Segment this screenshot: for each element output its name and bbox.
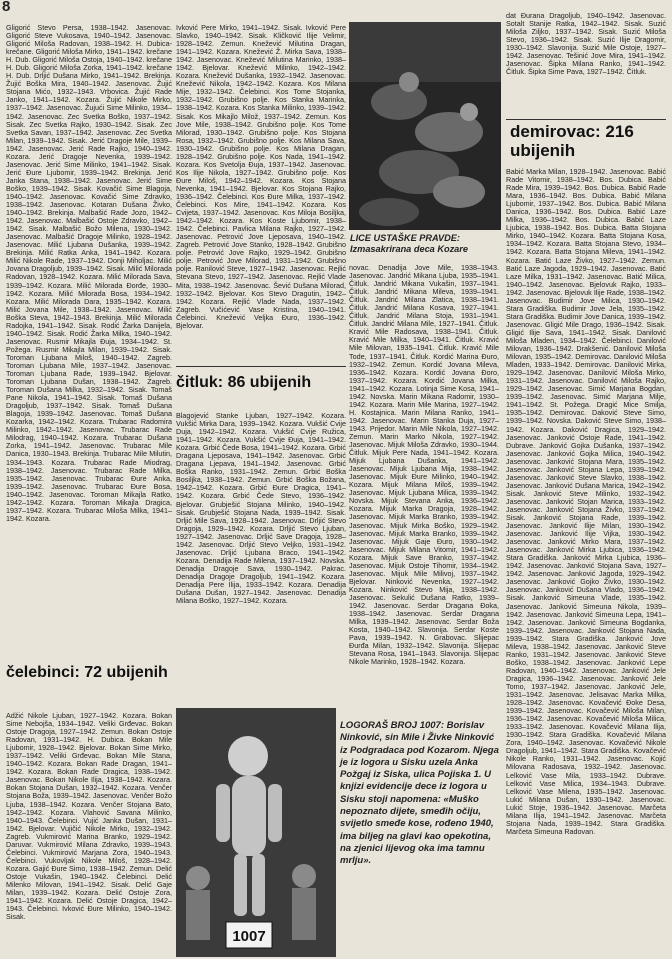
massacred-children-photo [349, 22, 501, 230]
column-2-bottom [176, 412, 346, 697]
victim-list: Gligorić Stevo Persa, 1938–1942. Jasenovac. Gligorić Steve Vukosava, 1940–1942. Jasenovac. Gligorić Miloša Radovan, 1938–1942. H. Dubica-krečane. Gligorić Miloša Mirko, 1941–1942. krečane H. Dub. Gligorić Miloša Ostoja, 1940–1942. krečane H. Dub. Gligorić Miloša Zorka, 1941–1942. krečane H. Dub. Drljić Dušana Mirko, 1941–1942. Brekinja. Žujić Boška Mira, 1940–1942. Jasenovac. Žujić Stojana Mićo, 1932–1943. Vrbovica. Žujić Rade Janko, 1941–1942. Kozara. Žujić Nikole Mirko, 1937–1942. Jasenovac. Žujući Sime Milinko, 1934–1942. Jasenovac. Zec Svetka Boško, 1937–1942. Sisak. Zec Svetka Rajko, 1930–1942. Sisak. Zec Svetka Savan, 1937–1942. Jasenovac. Zec Svetka Milan, 1939–1942. Sisak. Jerić Dragoje Mile, 1939–1942. Jasenovac. Jerić Rade Rajko, 1940–1942. Kozara. Jerić Dragoje Nevenka, 1939–1942. Jasenovac. Jerić Sime Milinko, 1941–1942. Sisak. Jerić Đure Ljubomir, 1939–1942. Brekinja. Jerić Janka Stana, 1938–1942. Jasenovac. Jerić Sime Boško, 1939–1942. Sisak. Kovačić Sime Blagoja, 1940–1942. Jasenovac. Kovačić Sime Zdravko, 1938–1942. Jasenovac. Kotaran Dušana Živko, 1940–1942. Brekinja. Malbašić Rade Jozo, 1942–1942. Jasenovac. Malbašić Ostoje Zdravko, 1942–1942. Sisak. Malbašić Božo Milena, 1930–1942. Jasenovac. Malbašić Dragoje Milinko, 1928–1942. Jasenovac. Milić Ljubana Dušanka, 1939–1942. Brekinja. Milić Ratka Anka, 1941–1942. Kozara. Milić Nikole Rade, 1937–1942. Donji Miholjac. Milić Jovana Dragoljub, 1939–1942. Sisak. Milić Milorada Radovan, 1928–1942. Kozara. Milić Milorada Sava, 1939–1942. Kozara. Milić Milorada Đorđe, 1930–1942. Kozara. Milić Milorada Bosa, 1934–1942. Kozara. Milić Milorada Dara, 1935–1942. Kozara. Milić Jovana Mile, 1938–1942. Jasenovac. Milić Boška Steva, 1942–1943. Brekinja. Milić Milorada Radojka, 1941–1942. Sisak. Rodić Žarka Danijela, 1940–1942. Sisak. Rodić Žarka Milka, 1940–1942. Jasenovac. Rusmir Mikajla Đuja, 1934–1942. St. Požega. Rusmir Mikajla Milan, 1939–1942. Sisak. Toroman Ljubana Miloš, 1940–1942. Zagreb. Toroman Ljubana Mile, 1937–1942. Jasenovac. Toroman Ljubana Rade, 1939–1942. Bjelovar. Toroman Ljubana Dušan, 1938–1942. Zagreb. Toroman Dušana Milka, 1932–1942. Sisak. Tomaš Pane Nikola, 1941–1942. Sisak. Tomaš Dušana Dragoljub, 1937–1942. Sisak. Tomaš Dušana Blagoja, 1939–1942. Jasenovac. Tomaš Dušana Kozarka, 1942–1942. Kozara. Trubarac Radomira Milinko, 1942–1942. Jasenovac. Trubarac Rade Milodrag, 1940–1942. Kozara. Trubarac Dušana Zorka, 1941–1942. Jasenovac. Trubarac Mile Danica, 1930–1943. Brekinja. Trubarac Mile Milutin, 1934–1943. Kozara. Trubarac Rade Miodrag, 1938–1942. Jasenovac. Trubarac Rade Milka, 1935–1942. Jasenovac. Trubarac Đure Anka, 1939–1942. Jasenovac. Trubarac Đure Bosa, 1940–1942. Jasenovac. Toroman Mikajla Ratko, 1942–1942. Kozara. Toroman Mikajla Dragica, 1937–1942. Kozara. Trubarac Miloša Milka, 1941–1942. Kozara. [6, 24, 172, 523]
victim-list: dat Đurana Dragoljub, 1940–1942. Jasenovac. Sotalt Stanije Ratka, 1942–1942. Sisak. Suzić Miloša Ziljko, 1937–1942. Sisak. Suzić Miloša Stevo, 1936–1942. Sisak. Suzić Ilije Dragomir, 1930–1942. Slavonija. Suzić Mile Ostoje, 1927–1942. Jasenovac. Tešinić Jove Mira, 1941–1942. Jasenovac. Šipka Milana Ranko, 1941–1942. Čitluk. Šipka Sime Pava, 1927–1942. Čitluk. [506, 12, 666, 77]
column-3 [349, 264, 499, 716]
victim-list: Adžić Nikole Ljuban, 1927–1942. Kozara. Bokan Sime Nebojša, 1934–1942. Veliki Grđevac. Bokan Ostoje Dragoja, 1927–1942. Zemun. Bokan Ostoje Radovan, 1931–1942. H. Dubica. Bokan Mile Ljubomir, 1928–1942. Bjelovar. Bokan Sime Mirko, 1937–1942. Veliki Grđevac. Bokan Mile Stana, 1940–1942. Kozara. Bokan Rade Dragan, 1941–1942. Kozara. Bokan Rade Dragica, 1938–1942. Jasenovac. Bokan Nikole Ilija, 1938–1942. Kozara. Bokan Stojana Dušan, 1932–1942. Kozara. Venčer Stojana Boža, 1939–1942. Jasenovac. Venčer Božo Ljuba, 1938–1942. Kozara. Venčer Stojana Bato, 1942–1942. Kozara. Vlahović Savana Milinko, 1940–1943. Čelebinci. Vujić Janka Dušan, 1931–1942. Bjelovar. Vujičić Nikole Mirko, 1932–1942. Zagreb. Vukmirović Marina Branko, 1929–1942. Daruvar. Vukmirović Milana Zdravko, 1939–1943. Čelebinci. Vukmirović Marjana Zora, 1940–1943. Čelebinci. Vukovljak Nikole Miloš, 1928–1942. Kozara. Gajić Đure Simo, 1938–1942. Zemun. Delić Ostoje Vukašin, 1940–1942. Čelebinci. Delić Milenko Milovan, 1941–1942. Sisak. Delić Gaje Milan, 1939–1942. Kozara. Delić Ostoje Zora, 1941–1942. Kozara. Delić Ostoje Dragica, 1942–1943. Čelebinci. Ivković Đure Milinko, 1940–1942. Sisak. [6, 712, 172, 922]
victim-list: Babić Marka Milan, 1928–1942. Jasenovac. Babić Rade Vitomir, 1938–1942. Bos. Dubica. Babić Rade Mira, 1939–1942. Bos. Dubica. Babić Rade Mara, 1936–1942. Bos. Dubica. Babić Milana Ljubomir, 1937–1942. Bos. Dubica. Babić Milana Danica, 1936–1942. Bos. Dubica. Babić Laze Milka, 1936–1942. Bos. Dubica. Babić Laze Ljubica, 1938–1942. Bos. Dubica. Batta Stojana Mirko, 1940–1942. Kozara. Batta Stojana Kosa, 1934–1942. Kozara. Batta Stojana Stevo, 1934–1942. Kozara. Batta Stojana Mileva, 1941–1942. Kozara. Batić Laze Živko, 1927–1942. Zemun. Batić Laze Jagoda, 1929–1942. Jasenovac. Batić Laze Milka, 1931–1942. Jasenovac. Batić Milica, 1940–1942. Jasenovac. Bjelovuk Rajko, 1933–1942. Jasenovac. Bjelovuk Ilije Rade, 1938–1942. Jasenovac. Budimir Jove Milica, 1930–1942. Stara Gradiška. Budimir Jove Jela, 1935–1942. Stara Gradiška. Budimir Jove Danica, 1939–1942. Jasenovac. Gligić Mile Drago, 1936–1942. Sisak. Gligić Ilije Sava, 1941–1942. Sisak. Danilović Miloša Mladen, 1934–1942. Čelebinci. Danilović Milovan, 1936–1942. Drakšenić. Danilović Miloša Milovan, 1935–1942. Demirovac. Danilović Miloša Mladen, 1933–1942. Demirovac. Danilović Mirka, 1929–1942. Jasenovac. Danilović Miloša Mirko, 1931–1942. Jasenovac. Danilović Miloša Rajko, 1929–1942. Jasenovac. Simić Marjana Bogdan, 1939–1942. Jasenovac. Simić Marjana Milje, 1941–1942. St. Požega. Dragić Mice Smilja, 1935–1942. Demirovac. Daković Steve Simo, 1939–1942. Novska. Daković Steve Simo, 1938–1942. Kozara. Daković Dragica, 1929–1942. Jasenovac. Janković Ostoje Rade, 1941–1942. Dubrave. Janković Gojka Dušanka, 1937–1942. Jasenovac. Janković Gojka Milica, 1940–1942. Jasenovac. Janković Stojana Mara, 1935–1942. Jasenovac. Janković Stojana Lepa, 1939–1942. Jasenovac. Janković Steve Slavko, 1938–1942. Jasenovac. Janković Dušana Marica, 1942–1942. Sisak. Janković Steve Milinko, 1932–1942. Jasenovac. Janković Stojan Marica, 1933–1942. Jasenovac. Janković Stojana Živko, 1937–1942. Sisak. Janković Stojana Rade, 1939–1942. Jasenovac. Janković Ilije Milan, 1930–1942. Jasenovac. Janković Ilije Vijka, 1930–1942. Jasenovac. Janković Mirko Mara, 1937–1942. Jasenovac. Janković Mirka Ljubica, 1936–1942. Stara Gradiška. Janković Mirka Ljubica, 1936–1942. Jasenovac. Janković Stojana Sava, 1927–1942. Jasenovac. Janković Jagoda, 1929–1942. Jasenovac. Janković Gojko Živko, 1930–1942. Jasenovac. Janković Dušana Vlado, 1936–1942. Sisak. Janković Simeuna Vlade, 1935–1942. Jasenovac. Janković Simeuna Nikola, 1939–1942. Jasenovac. Janković Simeuna Lepa, 1941–1942. Jasenovac. Janković Simeuna Bogdanka, 1939–1942. Jasenovac. Janković Stojana Nada, 1939–1942. Stara Gradiška. Janković Jove Mileva, 1938–1942. Jasenovac. Janković Steve Ranko, 1931–1942. Jasenovac. Janković Steve Boško, 1938–1942. Jasenovac. Janković Lepe Radovan, 1940–1942. Jasenovac. Janković Jele Dragica, 1936–1942. Jasenovac. Janković Jele Tomo, 1937–1942. Jasenovac. Janković Jele, 1931–1942. Jasenovac. Jelisavac Marka Milka, 1928–1942. Jasenovac. Kovačević Đoke Desa, 1939–1942. Jasenovac. Kovačević Miloša Milan, 1936–1942. Jasenovac. Kovačević Miloša Milica, 1933–1942. Jasenovac. Kovačević Milana Ilija, 1930–1942. Stara Gradiška. Kovačević Milana Zora, 1940–1942. Jasenovac. Kovačević Nikole Dragoljub, 1941–1942. Stara Gradiška. Kovačević Nikole Ranko, 1931–1942. Jasenovac. Kojić Milovana Radosava, 1932–1942. Jasenovac. Lelković Vase Mila, 1933–1942. Dubrave. Lelković Vase Milica, 1934–1943. Dubrave. Lelković Vase Milena, 1935–1942. Jasenovac. Lukić Milana Dušan, 1930–1942. Jasenovac. Lukić Stoje, 1936–1942. Jasenovac. Marčeta Milana Ilija, 1941–1942. Jasenovac. Marčeta Stojana Nada, 1939–1942. Stara Gradiška. Marčeta Simeuna Radovan. [506, 168, 666, 836]
heading-citluk: čitluk: 86 ubijenih [176, 374, 312, 391]
page-number: 8 [2, 0, 11, 15]
photo-caption: LICE USTAŠKE PRAVDE: Izmasakrirana deca Kozare [350, 233, 468, 254]
photo-caption-logoras: LOGORAŠ BROJ 1007: Borislav Ninković, sin Mile i Živke Ninković iz Podgradaca pod Kozarom. Njega je iz logora u Sisku uzela Anka Požgaj iz Siska, ulica Pojiska 1. U knjizi evidencije dece iz logora u Sisku stoji napomena: «Muško nepoznato dijete, smeđih očiju, svijetlo smeđe kose, rođeno 1940, ima biljeg na glavi kao opekotina, na zjenici lijevog oka ima tamnu mrlju». [340, 720, 499, 867]
divider [176, 366, 346, 367]
column-4-top [506, 12, 666, 120]
heading-demirovac: demirovac: 216 ubijenih [510, 122, 634, 160]
column-4 [506, 168, 666, 956]
victim-list: novac. Denadija Jove Mile, 1938–1943. Jasenovac. Jandrić Mikana Ljuba, 1935–1941. Čitluk. Jandrić Mikana Vukašin, 1937–1941. Čitluk. Jandrić Mikana Mileva, 1939–1941. Čitluk. Jandrić Milana Zlatica, 1938–1941. Čitluk. Jandrić Milana Kosava, 1927–1941. Čitluk. Jandrić Milana Stoja, 1931–1941. Čitluk. Jandrić Milana Mile, 1927–1941. Čitluk. Kravić Mile Radosava, 1938–1941. Čitluk. Kravić Mile Milka, 1940–1941. Čitluk. Kravić Mile Milovan, 1935–1941. Čitluk. Kravić Mile Tode, 1937–1941. Čitluk. Kordić Marina Đuro, 1932–1942. Zemun. Kordić Jovana Mileva, 1936–1942. Kozara. Kordić Jovana Đoro, 1937–1942. Kozara. Kordić Jovana Milka, 1941–1942. Kozara. Lotinja Sime Kosa, 1941–1942. Novska. Marin Mikana Radomir, 1930–1942. Kozara. Marin Mile Marina, 1927–1942. H. Kostajnica. Marin Milana Ranko, 1941–1942. Jasenovac. Marin Stanka Duja, 1927–1943. Prijedor. Marin Mile Nikola, 1927–1942. Zemun. Marin Marko Nikola, 1927–1942. Jasenovac. Mijuk Miloša Zdravko, 1930–1944. Čitluk. Mijuk Pere Nada, 1941–1942. Kozara. Mijuk Ljubana Dušanka, 1941–1942. Jasenovac. Mijuk Ljubana Mija, 1938–1942. Jasenovac. Mijuk Đure Milinko, 1940–1942. Kozara. Mijuk Milana Miloš, 1939–1942. Jasenovac. Mijuk Ljubana Milica, 1939–1942. Novska. Mijuk Stevana Anka, 1936–1942. Kozara. Mijuk Marka Dragoja, 1928–1942. Jasenovac. Mijuk Marka Branko, 1939–1942. Jasenovac. Mijuk Mirka Boško, 1929–1942. Jasenovac. Mijuk Marka Branko, 1939–1942. Jasenovac. Mijuk Gaje Đuro, 1930–1942. Jasenovac. Mijuk Milana Vitomir, 1941–1942. Kozara. Mijuk Save Branko, 1937–1942. Jasenovac. Mijuk Ostoje Tihomir, 1934–1942. Jasenovac. Mijuk Mile Milivoj, 1937–1942. Bjelovar. Ninković Nevenka, 1927–1942. Kozara. Ninković Stevo Mija, 1938–1942. Jasenovac. Sekulić Dušana Ratko, 1939–1942. Jasenovac. Serdar Dragana Đoka, 1938–1942. Jasenovac. Serdar Dragana Milka, 1939–1942. Jasenovac. Serdar Boža Kosta, 1940–1942. Slavonija. Serdar Koste Pava, 1939–1942. N. Grabovac. Slijepac Đurđa Milan, 1932–1942. Slavonija. Slijepac Stevana Rosa, 1941–1943. Slavonija. Slijepac Nikole Marinko, 1928–1942. Kozara. [349, 264, 499, 667]
divider [506, 119, 666, 120]
victim-list: Ivković Pere Mirko, 1941–1942. Sisak. Ivković Pere Slavko, 1940–1942. Sisak. Kličković Ilije Velimir, 1928–1942. Zemun. Knežević Milutina Dragan, 1941–1942. Kozara. Knežević Ž. Mirka Sava, 1938–1942. Jasenovac. Knežević Milutina Marinko, 1938–1942. Bjelovar. Knežević Milinko, 1942–1942. Kozara. Knežević Dušanka, 1932–1942. Jasenovac. Knežević Nikola, 1942–1942. Kozara. Kos Milana Mije, 1932–1942. Čelebinci. Kos Tome Stojanka, 1932–1942. Grubišno polje. Kos Stanka Marinka, 1938–1942. Kozara. Kos Stanka Milinko, 1939–1942. Sisak. Kos Mikajlo Milož, 1937–1942. Zemun. Kos Jove Mile, 1938–1942. Grubišno polje. Kos Tome Milorad, 1930–1942. Grubišno polje. Kos Stojana Rosa, 1932–1942. Grubišno polje. Kos Milana Sava, 1930–1942. Grubišno polje. Kos Milana Dragan, 1928–1942. Grubišno polje. Kos Nada, 1941–1942. Kozara. Kos Svetolja Đuja, 1937–1942. Jasenovac. Kos Ilije Nikola, 1927–1942. Grubišno polje. Kos Đure Miloš, 1942–1942. Kozara. Kos Stojana Nevenka, 1941–1942. Bjelovar. Kos Stojana Rajko, 1936–1942. Čelebinci. Kos Đure Milka, 1937–1942. Čelebinci. Kos Mire, 1941–1942. Kozara. Kos Cvijeta, 1937–1942. Jasenovac. Kos Miloja Bosiljka, 1942–1942. Kozara. Kos Koste Ljubomir, 1938–1942. Čelebinci. Pavlica Milana Rajko, 1927–1942. Jasenovac. Petrović Jove Ljeposava, 1940–1942. Zagreb. Petrović Jove Stanko, 1928–1942. Grubišno polje. Petrović Jove Rajko, 1929–1942. Grubišno polje. Petrović Jove Milorad, 1931–1942. Grubišno polje. Ranilović Steve, 1927–1942. Jasenovac. Rejlić Stevana Stevo, 1927–1942. Jasenovac. Rejlić Vlade Mita, 1938–1942. Jasenovac. Šević Dušana Milorad, 1932–1942. Bjelovar. Kos Stevo Dragutin, 1942–1942. Kozara. Rejlić Vlade Nada, 1937–1942. Zagreb. Vučićević Vase Kristina, 1940–1941. Čelebinci. Knežević Veljka Đuro, 1936–1942. Bjelovar. [176, 24, 346, 330]
heading-celebinci: čelebinci: 72 ubijenih [6, 664, 168, 681]
prisoner-number: 1007 [232, 928, 266, 945]
child-prisoner-photo [176, 708, 336, 957]
column-1-top [6, 24, 172, 622]
column-2-top [176, 24, 346, 364]
column-1-bottom [6, 712, 172, 957]
victim-list: Blagojević Stanke Ljuban, 1927–1942. Kozara. Vukšić Mirka Dara, 1939–1942. Kozara. Vukšić Cvije Duja, 1942–1942. Kozara. Vukšić Cvije Ružica, 1941–1942. Kozara. Vukšić Cvije Đuja, 1941–1942. Kozara. Grbić Čede Bosa, 1941–1942. Kozara. Grbić Dragana Ljeposava, 1941–1942. Jasenovac. Grbić Dragana Ljepava, 1941–1942. Jasenovac. Grbić Boška Ranko, 1931–1942. Zemun. Grbić Boška Bosiljka, 1938–1942. Zemun. Grbić Boška Božana, 1942–1942. Kozara. Grbić Đure Dragica, 1941–1942. Kozara. Grbić Čede Stevo, 1936–1942. Bjelovar. Grubješić Stojana Milinko, 1940–1942. Sisak. Grubješić Stojana Nada, 1939–1942. Sisak. Drljić Mile Sava, 1928–1942. Jasenovac. Drljić Stevo Dragoja, 1929–1942. Kozara. Drljić Stevo Ljuban, 1927–1942. Jasenovac. Drljić Save Dragoja, 1928–1942. Jasenovac. Drljić Stevo Veljko, 1931–1942. Jasenovac. Drljić Ljubana Braco, 1941–1942. Kozara. Denadija Rade Milena, 1937–1942. Novska. Denadija Dragoje Sava, 1930–1942. Pakrac. Denadija Dragoje Dragoljub, 1941–1942. Kozara. Denadija Pere Ilija, 1933–1942. Kozara. Denadija Dušana Dušan, 1927–1942. Jasenovac. Denadija Milana Boško, 1927–1942. Kozara. [176, 412, 346, 606]
